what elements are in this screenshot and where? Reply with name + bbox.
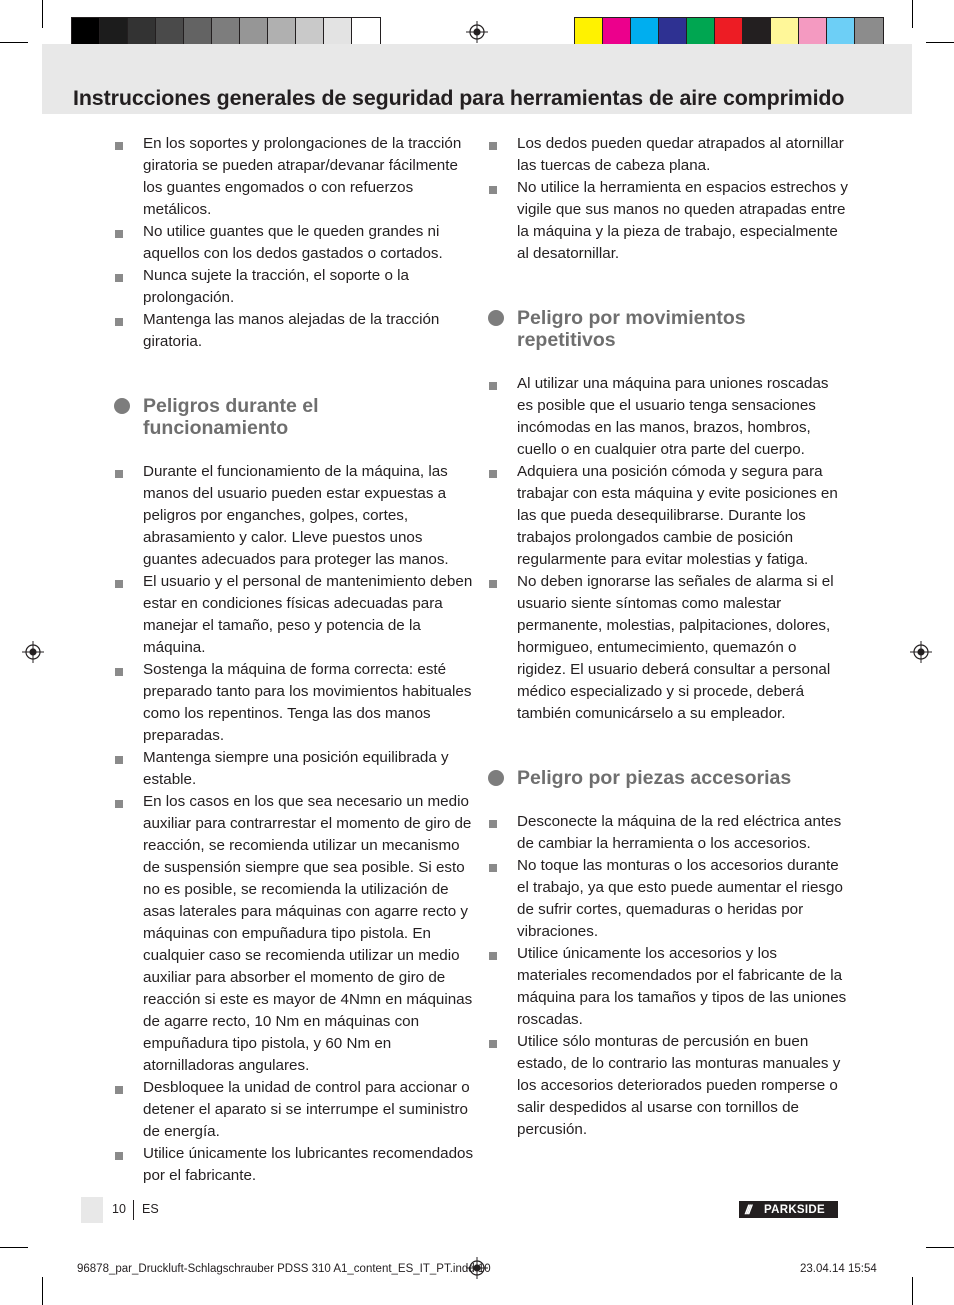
list-item: Desbloquee la unidad de control para accionar o detener el aparato si se interrumpe el suministro de energía.	[114, 1077, 474, 1143]
print-slug-date: 23.04.14 15:54	[800, 1263, 877, 1275]
list-item: Al utilizar una máquina para uniones roscadas es posible que el usuario tenga sensaciones incómodas en las manos, brazos, hombros, cuello o en cualquier otra parte del cuerpo.	[488, 373, 848, 461]
footer-divider	[133, 1200, 134, 1220]
list-item: En los casos en los que sea necesario un medio auxiliar para contrarrestar el momento de giro de reacción, se recomienda utilizar un mecanismo de suspensión siempre que sea posible. Si esto no es posible, se recomienda la utilización de asas laterales para máquinas con agarre recto y máquinas con empuñadura tipo pistola. En cualquier caso se recomienda utilizar un medio auxiliar para absorber el momento de giro de reacción si este es mayor de 4Nmn en máquinas de agarre recto, 10 Nm en máquinas con empuñadura tipo pistola, y 60 Nm en atornilladoras angulares.	[114, 791, 474, 1077]
list-item: Nunca sujete la tracción, el soporte o la prolongación.	[114, 265, 474, 309]
list-item: Sostenga la máquina de forma correcta: esté preparado tanto para los movimientos habituales como los repentinos. Tenga las dos manos preparadas.	[114, 659, 474, 747]
bullet-list	[488, 133, 848, 265]
color-swatch	[603, 18, 631, 46]
left-column	[114, 133, 474, 1187]
grayscale-calibration-bar	[71, 17, 381, 47]
list-item: Desconecte la máquina de la red eléctrica antes de cambiar la herramienta o los accesorios.	[488, 811, 848, 855]
color-swatch	[799, 18, 827, 46]
section-heading: Peligro por piezas accesorias	[488, 767, 848, 789]
parkside-logo	[739, 1201, 838, 1218]
color-swatch	[72, 18, 100, 46]
list-item: Utilice sólo monturas de percusión en buen estado, de lo contrario las monturas manuales y los accesorios deteriorados pueden romperse o salir despedidos al usarse con tornillos de percusión.	[488, 1031, 848, 1141]
list-item: No utilice guantes que le queden grandes ni aquellos con los dedos gastados o cortados.	[114, 221, 474, 265]
crop-mark	[0, 42, 28, 43]
crop-mark	[926, 1247, 954, 1248]
right-column	[488, 133, 848, 1141]
registration-mark-icon	[466, 21, 488, 43]
crop-mark	[0, 1247, 28, 1248]
crop-mark	[912, 0, 913, 28]
color-swatch	[855, 18, 883, 46]
color-swatch	[771, 18, 799, 46]
color-swatch	[240, 18, 268, 46]
color-swatch	[352, 18, 380, 46]
color-swatch	[296, 18, 324, 46]
list-item: Mantenga siempre una posición equilibrada y estable.	[114, 747, 474, 791]
bullet-list	[114, 461, 474, 1187]
list-item: No toque las monturas o los accesorios durante el trabajo, ya que esto puede aumentar el riesgo de sufrir cortes, quemaduras o heridas por vibraciones.	[488, 855, 848, 943]
color-swatch	[631, 18, 659, 46]
page-number-box	[81, 1197, 103, 1223]
list-item: Los dedos pueden quedar atrapados al atornillar las tuercas de cabeza plana.	[488, 133, 848, 177]
print-slug-filename: 96878_par_Druckluft-Schlagschrauber PDSS 310 A1_content_ES_IT_PT.indd 10	[77, 1263, 491, 1275]
color-swatch	[659, 18, 687, 46]
list-item: Mantenga las manos alejadas de la tracción giratoria.	[114, 309, 474, 353]
section-heading: Peligro por movimientos repetitivos	[488, 307, 788, 351]
list-item: El usuario y el personal de mantenimiento deben estar en condiciones físicas adecuadas para manejar el tamaño, peso y potencia de la máquina.	[114, 571, 474, 659]
page-number: 10	[112, 1202, 126, 1216]
registration-mark-icon	[910, 641, 932, 663]
color-swatch	[575, 18, 603, 46]
bullet-list	[488, 811, 848, 1141]
color-swatch	[184, 18, 212, 46]
logo-text: PARKSIDE	[764, 1203, 825, 1216]
list-item: Utilice únicamente los lubricantes recomendados por el fabricante.	[114, 1143, 474, 1187]
list-item: Adquiera una posición cómoda y segura para trabajar con esta máquina y evite posiciones en las que pueda desequilibrarse. Durante los trabajos prolongados cambie de posición regularmente para evitar molestias y fatiga.	[488, 461, 848, 571]
list-item: No deben ignorarse las señales de alarma si el usuario siente síntomas como malestar permanente, molestias, palpitaciones, dolores, hormigueo, entumecimiento, quemazón o rigidez. El usuario deberá consultar a personal médico especializado y si procede, deberá también comunicárselo a su empleador.	[488, 571, 848, 725]
list-item: En los soportes y prolongaciones de la tracción giratoria se pueden atrapar/devanar fácilmente los guantes engomados o con refuerzos metálicos.	[114, 133, 474, 221]
bullet-dot-icon	[114, 398, 130, 414]
color-swatch	[827, 18, 855, 46]
crop-mark	[926, 42, 954, 43]
color-swatch	[324, 18, 352, 46]
color-swatch	[743, 18, 771, 46]
bullet-list	[114, 133, 474, 353]
logo-slashes: ///	[745, 1202, 750, 1217]
bullet-list	[488, 373, 848, 725]
bullet-dot-icon	[488, 310, 504, 326]
crop-mark	[42, 1277, 43, 1305]
color-swatch	[212, 18, 240, 46]
color-swatch	[687, 18, 715, 46]
bullet-dot-icon	[488, 770, 504, 786]
crop-mark	[42, 0, 43, 28]
list-item: Utilice únicamente los accesorios y los materiales recomendados por el fabricante de la máquina para los tamaños y tipos de las uniones roscadas.	[488, 943, 848, 1031]
section-heading: Peligros durante el funcionamiento	[114, 395, 354, 439]
list-item: Durante el funcionamiento de la máquina, las manos del usuario pueden estar expuestas a peligros por enganches, golpes, cortes, abrasamiento y calor. Lleve puestos unos guantes adecuados para proteger las manos.	[114, 461, 474, 571]
color-swatch	[268, 18, 296, 46]
color-swatch	[715, 18, 743, 46]
crop-mark	[912, 1277, 913, 1305]
registration-mark-icon	[22, 641, 44, 663]
color-calibration-bar	[574, 17, 884, 47]
language-code: ES	[142, 1202, 159, 1216]
color-swatch	[128, 18, 156, 46]
page-title: Instrucciones generales de seguridad para herramientas de aire comprimido	[73, 86, 845, 110]
color-swatch	[100, 18, 128, 46]
list-item: No utilice la herramienta en espacios estrechos y vigile que sus manos no queden atrapadas entre la máquina y la pieza de trabajo, especialmente al desatornillar.	[488, 177, 848, 265]
color-swatch	[156, 18, 184, 46]
